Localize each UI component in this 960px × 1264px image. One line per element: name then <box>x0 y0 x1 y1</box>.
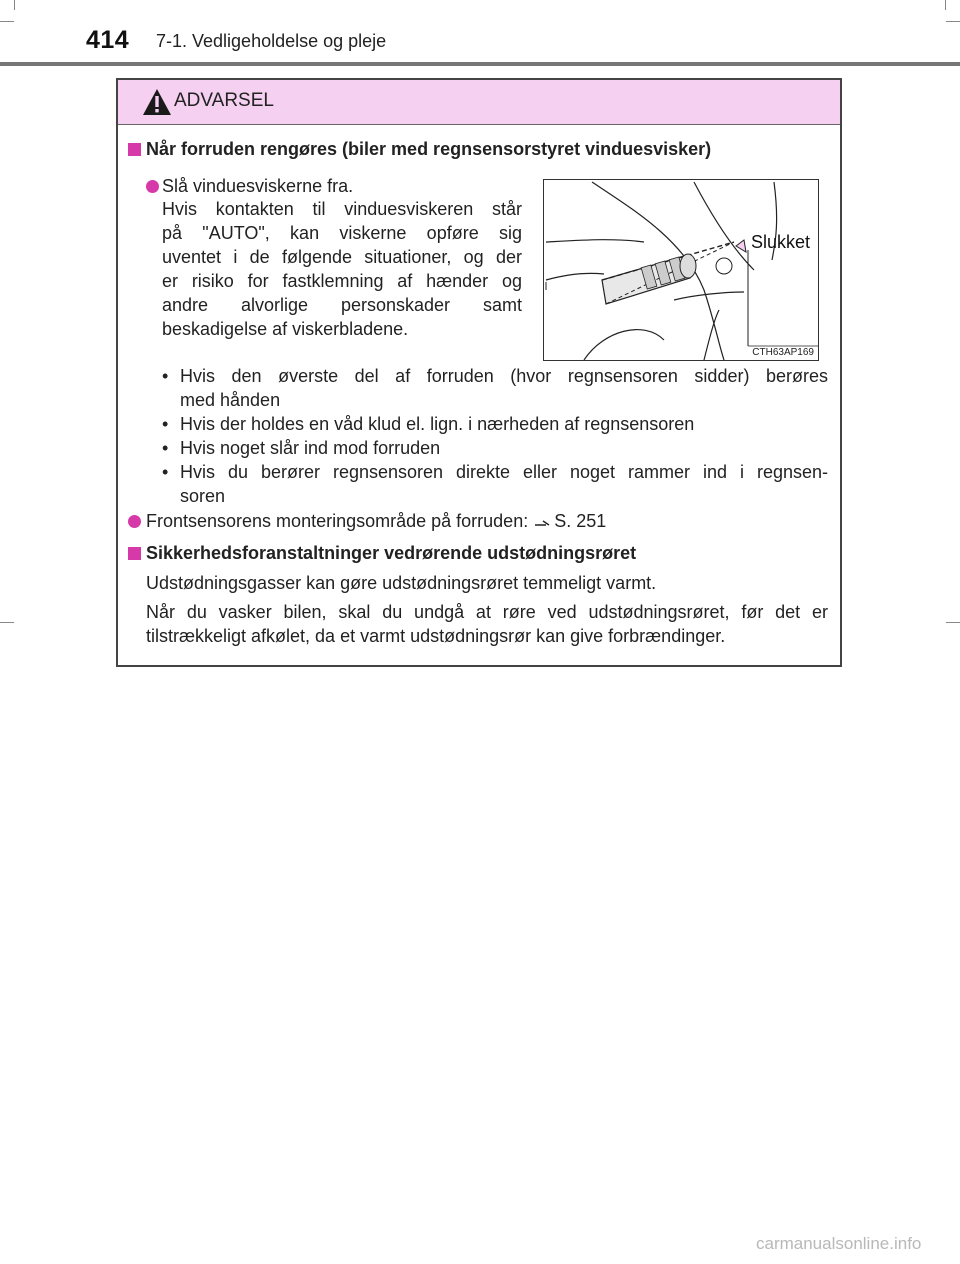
square-bullet-icon <box>128 143 141 156</box>
bullet-text-line: Hvis kontakten til vinduesviskeren står <box>162 199 522 219</box>
circle-bullet-icon <box>146 180 159 193</box>
sub-bullet-dot: • <box>162 462 169 482</box>
circle-bullet-icon <box>128 515 141 528</box>
page-reference-link[interactable]: S. 251 <box>554 511 607 531</box>
paragraph-line: tilstrækkeligt afkølet, da et varmt udstødningsrør kan give forbrændinger. <box>146 626 726 646</box>
crop-mark <box>946 622 960 623</box>
figure-label: Slukket <box>751 232 811 252</box>
section-heading: Når forruden rengøres (biler med regnsensorstyret vinduesvisker) <box>146 139 712 159</box>
sub-item-text <box>180 364 828 412</box>
page-header <box>0 0 960 66</box>
paragraph-line: Når du vasker bilen, skal du undgå at røre ved udstødningsrøret, før det er <box>146 602 828 622</box>
bullet-text-line: beskadigelse af viskerbladene. <box>162 319 409 339</box>
square-bullet-icon <box>128 547 141 560</box>
crop-mark <box>0 622 14 623</box>
watermark: carmanualsonline.info <box>756 1234 922 1253</box>
page-number: 414 <box>86 26 130 54</box>
bullet-text-line: andre alvorlige personskader samt <box>162 295 522 315</box>
warning-content <box>118 80 840 665</box>
sub-bullet-dot: • <box>162 366 169 386</box>
paragraph <box>146 600 828 648</box>
bullet-text-main: Frontsensorens monteringsområde på forruden: <box>146 511 529 531</box>
bullet-text-line: på "AUTO", kan viskerne opføre sig <box>162 223 522 243</box>
bullet-text-line: Slå vinduesviskerne fra. <box>162 176 354 196</box>
bullet-text-line: er risiko for fastklemning af hænder og <box>162 271 522 291</box>
wiper-lever-illustration <box>544 180 818 360</box>
warning-label: ADVARSEL <box>174 90 274 111</box>
section-title: 7-1. Vedligeholdelse og pleje <box>156 31 387 51</box>
paragraph: Udstødningsgasser kan gøre udstødningsrøret temmeligt varmt. <box>146 573 657 593</box>
sub-item-line: soren <box>180 486 226 506</box>
section-heading: Sikkerhedsforanstaltninger vedrørende udstødningsrøret <box>146 543 637 563</box>
sub-item-line: Hvis du berører regnsensoren direkte eller noget rammer ind i regnsen- <box>180 462 828 482</box>
sub-item-text: Hvis der holdes en våd klud el. lign. i nærheden af regnsensoren <box>180 414 695 434</box>
bullet-text-line <box>162 197 522 341</box>
bullet-text <box>146 510 606 532</box>
warning-box <box>116 78 842 667</box>
arrow-right-icon <box>534 510 554 532</box>
sub-item-text: Hvis noget slår ind mod forruden <box>180 438 441 458</box>
bullet-text-line: uventet i de følgende situationer, og der <box>162 247 522 267</box>
sub-item-line: med hånden <box>180 390 281 410</box>
sub-bullet-dot: • <box>162 438 169 458</box>
sub-item-text <box>180 460 828 508</box>
figure-code: CTH63AP169 <box>752 347 814 358</box>
header-rule <box>0 62 960 66</box>
sub-bullet-dot: • <box>162 414 169 434</box>
sub-item-line: Hvis den øverste del af forruden (hvor regnsensoren sidder) berøres <box>180 366 828 386</box>
wiper-lever-figure <box>543 179 819 361</box>
